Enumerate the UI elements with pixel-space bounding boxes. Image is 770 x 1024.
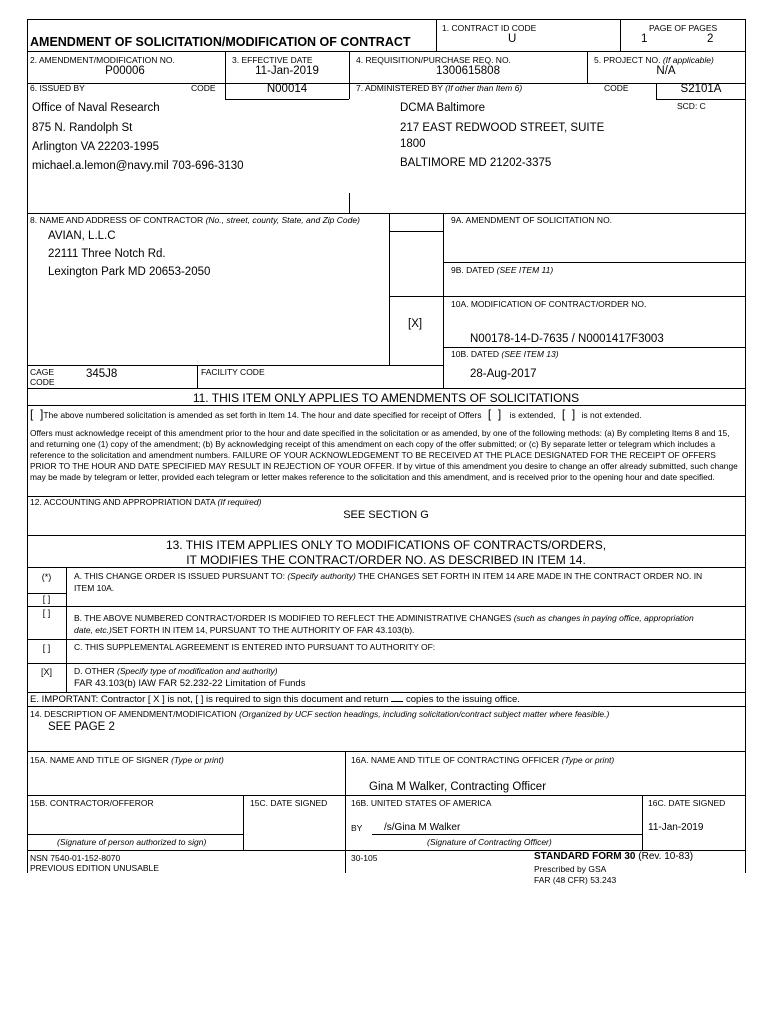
sec13-title-1: 13. THIS ITEM APPLIES ONLY TO MODIFICATIONS OF CONTRACTS/ORDERS, (165, 538, 607, 552)
item-12-label: 12. ACCOUNTING AND APPROPRIATION DATA (30, 497, 216, 507)
project-no-note: (If applicable) (662, 55, 714, 65)
item-10a-value: N00178-14-D-7635 / N0001417F3003 (470, 333, 664, 345)
row-d-mark[interactable]: [X] (40, 667, 52, 677)
effective-date-label: 3. EFFECTIVE DATE (232, 55, 313, 65)
sec11-line-c: is not extended. (581, 410, 642, 420)
form-title: AMENDMENT OF SOLICITATION/MODIFICATION OF CONTRACT (30, 35, 411, 49)
amend-mod-no-label: 2. AMENDMENT/MODIFICATION NO. (30, 55, 175, 65)
sf-title: STANDARD FORM 30 (534, 851, 636, 862)
important-not-required[interactable]: [ X ] is not, (147, 694, 193, 705)
sec11-checkbox-amended[interactable]: [ ] (30, 407, 44, 421)
prescribed-by: Prescribed by GSA (534, 864, 607, 874)
facility-code-label: FACILITY CODE (201, 367, 265, 377)
sec11-checkbox-not-extended[interactable]: [ ] (561, 407, 576, 421)
admin-line-2: 217 EAST REDWOOD STREET, SUITE (400, 122, 605, 134)
important-copies-blank[interactable] (391, 701, 403, 702)
important-label: E. IMPORTANT: Contractor (30, 694, 146, 705)
issuer-line-2: 875 N. Randolph St (32, 122, 133, 134)
page-of-pages-label: PAGE OF PAGES (649, 23, 718, 33)
contractor-note: (No., street, county, State, and Zip Code) (205, 215, 360, 225)
sec11-paragraph: Offers must acknowledge receipt of this amendment prior to the hour and date specified in the solicitation or as amended, by one of the following methods: (a) By completing Items 8 and 15, and returning one (1) copy of the amendment; (b) By acknowledging receipt of this amendment on each copy of the offer submitted; or (c) By separate letter or telegram which includes a reference to the solicitation and amendment numbers. FAILURE OF YOUR ACKNOWLEDGEMENT TO BE RECEIVED AT THE PLACE DESIGNATED FOR THE RECEIPT OF OFFERS PRIOR TO THE HOUR AND DATE SPECIFIED MAY RESULT IN REJECTION OF YOUR OFFER. If by virtue of this amendment you desire to change an offer already submitted, such change may be made by telegram or letter, provided each telegram or letter makes reference to the solicitation and this amendment, and is received prior to the opening hour and date specified. (30, 428, 738, 482)
issuer-email-phone: michael.a.lemon@navy.mil 703-696-3130 (32, 160, 244, 172)
contractor-street: 22111 Three Notch Rd. (48, 248, 166, 260)
item-10b-value: 28-Aug-2017 (470, 368, 537, 380)
important-required[interactable]: [ ] is required to sign this document and return (195, 694, 389, 705)
item-16b-label: 16B. UNITED STATES OF AMERICA (351, 798, 492, 808)
row-b-note-1: (such as changes in paying office, appropriation (513, 613, 694, 623)
admin-line-3: 1800 (400, 138, 426, 150)
previous-edition: PREVIOUS EDITION UNUSABLE (30, 863, 159, 873)
row-b-mark[interactable]: [ ] (42, 608, 51, 618)
amend-mod-no: P00006 (105, 65, 145, 77)
item-10a-label: 10A. MODIFICATION OF CONTRACT/ORDER NO. (451, 299, 647, 309)
item-12-note: (If required) (217, 497, 262, 507)
item-15a-label: 15A. NAME AND TITLE OF SIGNER (30, 755, 169, 765)
sec11-title: 11. THIS ITEM ONLY APPLIES TO AMENDMENTS OF SOLICITATIONS (192, 391, 580, 405)
sec13-title-2: IT MODIFIES THE CONTRACT/ORDER NO. AS DESCRIBED IN ITEM 14. (186, 553, 586, 567)
effective-date: 11-Jan-2019 (255, 65, 319, 77)
administered-by-note: (If other than Item 6) (445, 83, 523, 93)
row-a-text-3: ITEM 10A. (74, 583, 115, 593)
item-10a-check: [X] (408, 318, 423, 330)
row-c-text: C. THIS SUPPLEMENTAL AGREEMENT IS ENTERED INTO PURSUANT TO AUTHORITY OF: (74, 642, 436, 652)
row-c-mark[interactable]: [ ] (42, 643, 51, 653)
admin-line-1: DCMA Baltimore (400, 102, 485, 114)
date-signed-16c: 11-Jan-2019 (648, 822, 704, 833)
row-a-text-2: THE CHANGES SET FORTH IN ITEM 14 ARE MADE IN THE CONTRACT ORDER NO. IN (358, 571, 703, 581)
row-d-text: D. OTHER (74, 666, 115, 676)
contractor-city: Lexington Park MD 20653-2050 (48, 266, 211, 278)
page-number: 1 (641, 33, 648, 45)
row-d-value: FAR 43.103(b) IAW FAR 52.232-22 Limitation of Funds (74, 678, 306, 689)
row-b-text-1: B. THE ABOVE NUMBERED CONTRACT/ORDER IS MODIFIED TO REFLECT THE ADMINISTRATIVE CHANGES (74, 613, 512, 623)
contract-id-code-label: 1. CONTRACT ID CODE (442, 23, 537, 33)
contract-id-code: U (508, 33, 517, 45)
project-no: N/A (656, 65, 676, 77)
item-15a-note: (Type or print) (171, 755, 224, 765)
item-9a-label: 9A. AMENDMENT OF SOLICITATION NO. (451, 215, 613, 225)
item-10b-note: (SEE ITEM 13) (501, 349, 559, 359)
contractor-label: 8. NAME AND ADDRESS OF CONTRACTOR (30, 215, 204, 225)
row-a-mark[interactable]: (*) (41, 572, 52, 582)
sec11-line-a: The above numbered solicitation is amended as set forth in Item 14. The hour and date specified for receipt of Offers (43, 410, 482, 420)
item-14-note: (Organized by UCF section headings, including solicitation/contract subject matter where feasible.) (239, 709, 610, 719)
cage-code-value: 345J8 (86, 368, 118, 380)
item-14-value: SEE PAGE 2 (48, 721, 115, 733)
issued-by-label: 6. ISSUED BY (30, 83, 85, 93)
sec11-line-b: is extended, (509, 410, 556, 420)
cage-code-label: CAGE CODE (30, 367, 55, 387)
item-10b-label: 10B. DATED (451, 349, 500, 359)
item-16a-value: Gina M Walker, Contracting Officer (369, 781, 547, 793)
contractor-name: AVIAN, L.L.C (48, 230, 116, 242)
administered-by-code-label: CODE (604, 83, 629, 93)
item-16a-label: 16A. NAME AND TITLE OF CONTRACTING OFFICER (351, 755, 560, 765)
scd: SCD: C (677, 101, 706, 111)
form-code: 30-105 (351, 853, 378, 863)
administered-by-code: S2101A (680, 83, 722, 95)
item-9b-label: 9B. DATED (451, 265, 495, 275)
row-b-note-2: date, etc.) (74, 625, 112, 635)
nsn: NSN 7540-01-152-8070 (30, 853, 121, 863)
item-12-value: SEE SECTION G (343, 509, 429, 521)
req-no-label: 4. REQUISITION/PURCHASE REQ. NO. (356, 55, 511, 65)
pages-total: 2 (707, 33, 714, 45)
administered-by-label: 7. ADMINISTERED BY (356, 83, 443, 93)
row-a-text-1: A. THIS CHANGE ORDER IS ISSUED PURSUANT TO: (74, 571, 285, 581)
item-16c-label: 16C. DATE SIGNED (648, 798, 726, 808)
important-copies-text: copies to the issuing office. (406, 694, 520, 705)
issuer-line-3: Arlington VA 22203-1995 (32, 141, 160, 153)
sig-officer-caption: (Signature of Contracting Officer) (427, 837, 552, 847)
row-b-text-2: SET FORTH IN ITEM 14, PURSUANT TO THE AUTHORITY OF FAR 43.103(b). (111, 625, 415, 635)
issued-by-code: N00014 (266, 83, 308, 95)
req-no: 1300615808 (436, 65, 500, 77)
sig-contractor-caption: (Signature of person authorized to sign) (57, 837, 207, 847)
admin-line-4: BALTIMORE MD 21202-3375 (400, 157, 552, 169)
item-9b-note: (SEE ITEM 11) (496, 265, 554, 275)
officer-signature: /s/Gina M Walker (384, 822, 461, 833)
item-15b-label: 15B. CONTRACTOR/OFFEROR (30, 798, 154, 808)
project-no-label: 5. PROJECT NO. (594, 55, 661, 65)
item-15c-label: 15C. DATE SIGNED (250, 798, 328, 808)
sf-rev: (Rev. 10-83) (638, 851, 694, 862)
row-blank-mark[interactable]: [ ] (42, 594, 51, 604)
by-label: BY (351, 823, 363, 833)
row-d-note: (Specify type of modification and authority) (117, 666, 278, 676)
item-16a-note: (Type or print) (561, 755, 615, 765)
row-a-note: (Specify authority) (287, 571, 356, 581)
issuer-line-1: Office of Naval Research (32, 102, 160, 114)
far-ref: FAR (48 CFR) 53.243 (534, 875, 617, 885)
item-14-label: 14. DESCRIPTION OF AMENDMENT/MODIFICATION (30, 709, 237, 719)
sec11-checkbox-extended[interactable]: [ ] (487, 407, 502, 421)
issued-by-code-label: CODE (191, 83, 216, 93)
